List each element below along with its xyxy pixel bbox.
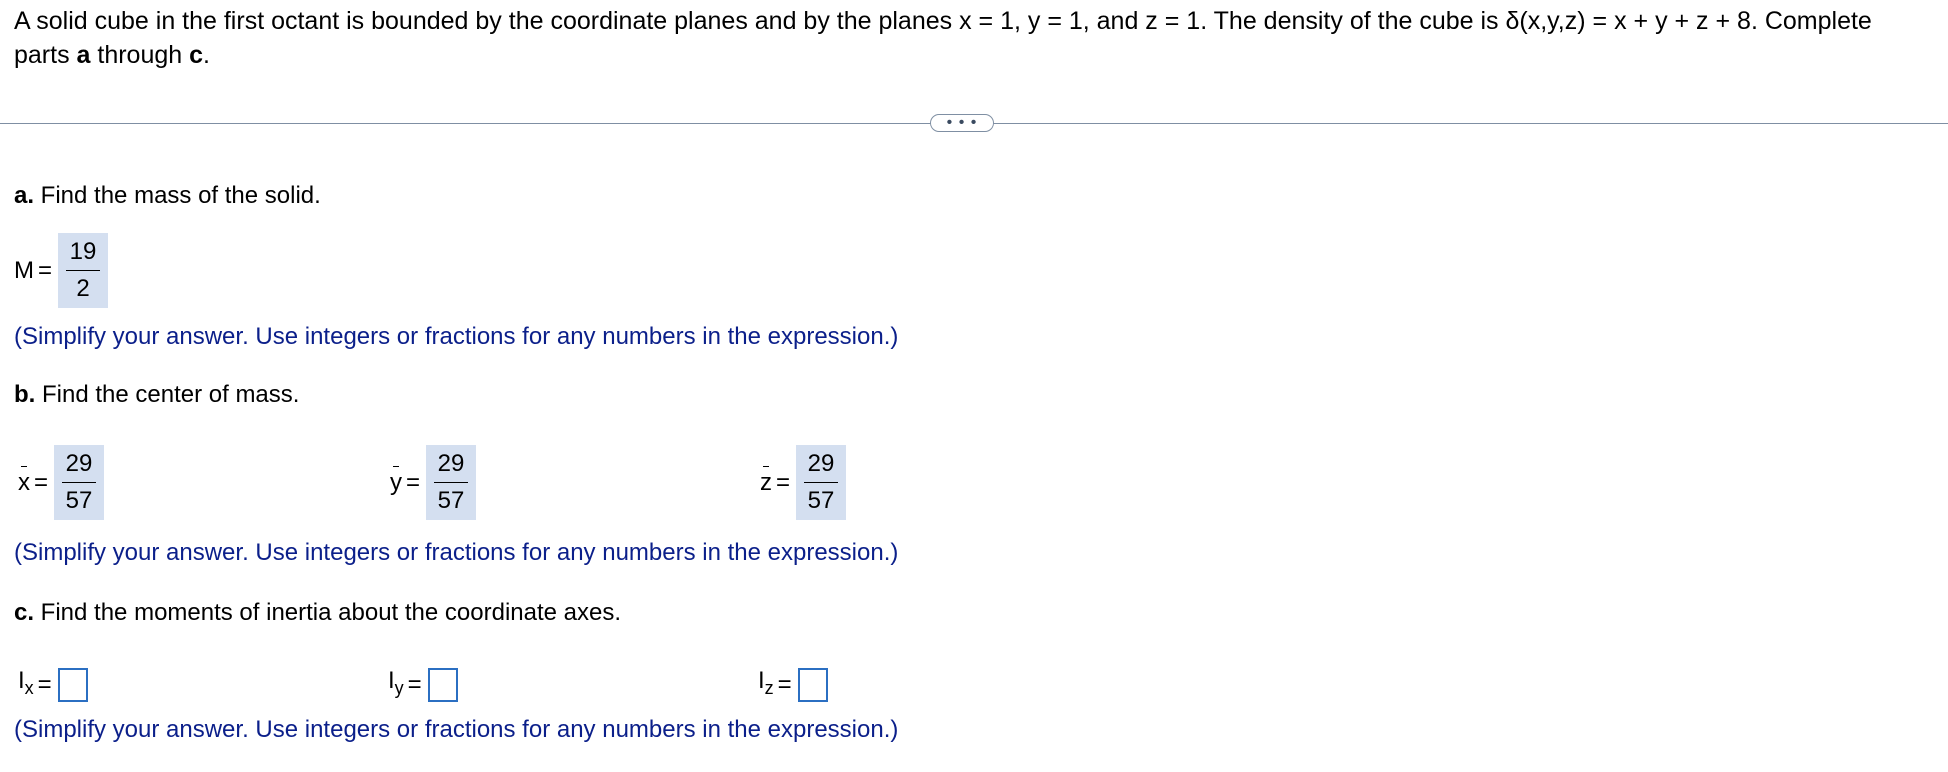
equals-sign: = bbox=[777, 670, 792, 698]
y-bar-variable: y bbox=[390, 468, 402, 496]
z-bar-denominator: 57 bbox=[807, 487, 835, 514]
part-c-prompt bbox=[14, 599, 621, 627]
equals-sign: = bbox=[407, 670, 422, 698]
x-bar-answer-fraction[interactable] bbox=[54, 445, 104, 520]
problem-part-a-ref: a bbox=[76, 41, 91, 69]
y-bar-answer-fraction[interactable] bbox=[426, 445, 476, 520]
ellipsis-icon: • • • bbox=[946, 114, 978, 131]
mass-variable: M bbox=[14, 256, 34, 284]
iy-answer-row bbox=[388, 667, 458, 702]
part-b-text: Find the center of mass. bbox=[35, 381, 300, 408]
equals-sign: = bbox=[37, 670, 52, 698]
problem-part-c-ref: c bbox=[189, 41, 204, 69]
fraction-bar bbox=[62, 482, 96, 483]
mass-numerator: 19 bbox=[69, 238, 97, 265]
part-a-letter: a. bbox=[14, 182, 35, 209]
equals-sign: = bbox=[776, 468, 791, 496]
problem-intro-mid: through bbox=[90, 41, 190, 69]
iz-input[interactable] bbox=[798, 668, 828, 702]
iz-subscript: z bbox=[764, 678, 774, 698]
iz-variable bbox=[758, 667, 774, 702]
equals-sign: = bbox=[38, 256, 53, 284]
ix-answer-row bbox=[18, 667, 88, 702]
z-bar-variable: z bbox=[760, 468, 772, 496]
part-b-hint: (Simplify your answer. Use integers or fractions for any numbers in the expression.) bbox=[14, 539, 899, 566]
y-bar-denominator: 57 bbox=[437, 487, 465, 514]
equals-sign: = bbox=[406, 468, 421, 496]
part-c-text: Find the moments of inertia about the coordinate axes. bbox=[34, 599, 622, 626]
problem-statement bbox=[14, 4, 1934, 72]
z-bar-answer-row bbox=[760, 445, 846, 520]
part-b-letter: b. bbox=[14, 381, 36, 408]
mass-answer-row bbox=[14, 233, 108, 308]
ix-subscript: x bbox=[24, 678, 34, 698]
fraction-bar bbox=[804, 482, 838, 483]
mass-denominator: 2 bbox=[76, 275, 90, 302]
iz-answer-row bbox=[758, 667, 828, 702]
mass-answer-fraction[interactable] bbox=[58, 233, 108, 308]
iy-input[interactable] bbox=[428, 668, 458, 702]
y-bar-answer-row bbox=[390, 445, 476, 520]
part-a-text: Find the mass of the solid. bbox=[34, 182, 321, 209]
x-bar-answer-row bbox=[18, 445, 104, 520]
ix-variable bbox=[18, 667, 34, 702]
z-bar-numerator: 29 bbox=[807, 450, 835, 477]
part-a-prompt bbox=[14, 182, 321, 210]
fraction-bar bbox=[66, 270, 100, 271]
problem-intro-end: . bbox=[203, 41, 210, 69]
equals-sign: = bbox=[34, 468, 49, 496]
part-c-letter: c. bbox=[14, 599, 35, 626]
iy-subscript: y bbox=[394, 678, 404, 698]
x-bar-denominator: 57 bbox=[65, 487, 93, 514]
x-bar-variable: x bbox=[18, 468, 30, 496]
ix-input[interactable] bbox=[58, 668, 88, 702]
part-a-hint: (Simplify your answer. Use integers or fractions for any numbers in the expression.) bbox=[14, 323, 899, 350]
iz-base: I bbox=[758, 667, 765, 694]
iy-base: I bbox=[388, 667, 395, 694]
z-bar-answer-fraction[interactable] bbox=[796, 445, 846, 520]
iy-variable bbox=[388, 667, 404, 702]
y-bar-numerator: 29 bbox=[437, 450, 465, 477]
problem-intro-text: A solid cube in the first octant is bounded by the coordinate planes and by the planes x = 1, y = 1, and z = 1. The density of the cube is δ(x,y,z) = x + y + z + 8. Complete parts bbox=[14, 7, 1872, 69]
x-bar-numerator: 29 bbox=[65, 450, 93, 477]
fraction-bar bbox=[434, 482, 468, 483]
part-b-prompt bbox=[14, 381, 299, 409]
expand-more-button[interactable] bbox=[930, 114, 994, 132]
part-c-hint: (Simplify your answer. Use integers or fractions for any numbers in the expression.) bbox=[14, 716, 899, 743]
ix-base: I bbox=[18, 667, 25, 694]
